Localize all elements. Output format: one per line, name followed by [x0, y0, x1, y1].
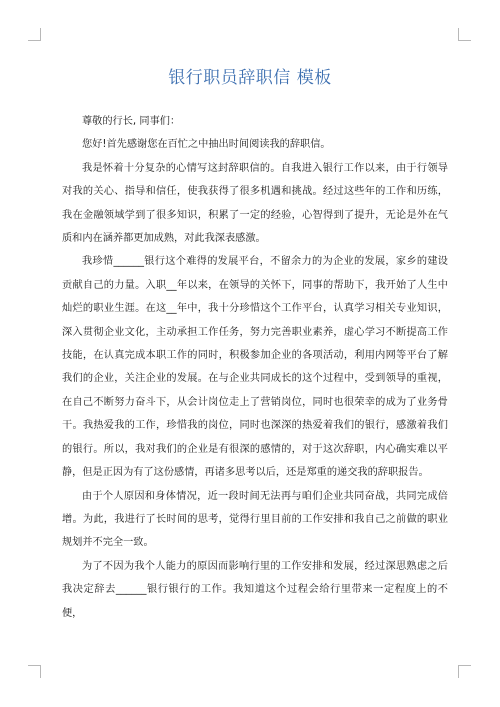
crop-mark-bottom-right [458, 665, 471, 678]
paragraph-4: 由于个人原因和身体情况，近一段时间无法再与咱们企业共同奋战，共同完成倍增。为此，我进行了长时间的思考，觉得行里目前的工作安排和我自己之前做的职业规划并不完全一致。 [62, 490, 448, 549]
document-title: 银行职员辞职信 模板 [168, 68, 332, 88]
paragraph-2: 我是怀着十分复杂的心情写这封辞职信的。自我进入银行工作以来，由于行领导对我的关心、指导和信任，使我获得了很多机遇和挑战。经过这些年的工作和历练，我在金融领域学到了很多知识，积累了一定的经验，心智得到了提升，无论是外在气质和内在涵养都更加成熟，对此我深表感激。 [62, 162, 448, 245]
crop-mark-top-left [28, 28, 41, 41]
salutation: 尊敬的行长, 同事们： [82, 116, 181, 127]
crop-mark-bottom-left [28, 665, 41, 678]
paragraph-3: 我珍惜______银行这个难得的发展平台，不留余力的为企业的发展，家乡的建设贡献自己的力量。入职__年以来，在领导的关怀下，同事的帮助下，我开始了人生中灿烂的职业生涯。在这__年中，我十分珍惜这个工作平台，认真学习相关专业知识，深入贯彻企业文化，主动承担工作任务，努力完善职业素养，虚心学习不断提高工作技能，在认真完成本职工作的同时，积极参加企业的各项活动，利用内网等平台了解我们的企业，关注企业的发展。在与企业共同成长的这个过程中，受到领导的重视，在自己不断努力奋斗下，从会计岗位走上了营销岗位，同时也很荣幸的成为了业务骨干。我热爱我的工作，珍惜我的岗位，同时也深深的热爱着我们的银行，感激着我们的银行。所以，我对我们的企业是有很深的感情的，对于这次辞职，内心确实难以平静，但是正因为有了这份感情，再诸多思考以后，还是郑重的递交我的辞职报告。 [62, 256, 448, 479]
document-body [62, 110, 448, 625]
crop-mark-top-right [458, 28, 471, 41]
paragraph-1: 您好!首先感谢您在百忙之中抽出时间阅读我的辞职信。 [82, 139, 331, 151]
paragraph-5: 为了不因为我个人能力的原因而影响行里的工作安排和发展，经过深思熟虑之后我决定辞去______银行银行的工作。我知道这个过程会给行里带来一定程度上的不便， [62, 560, 448, 619]
